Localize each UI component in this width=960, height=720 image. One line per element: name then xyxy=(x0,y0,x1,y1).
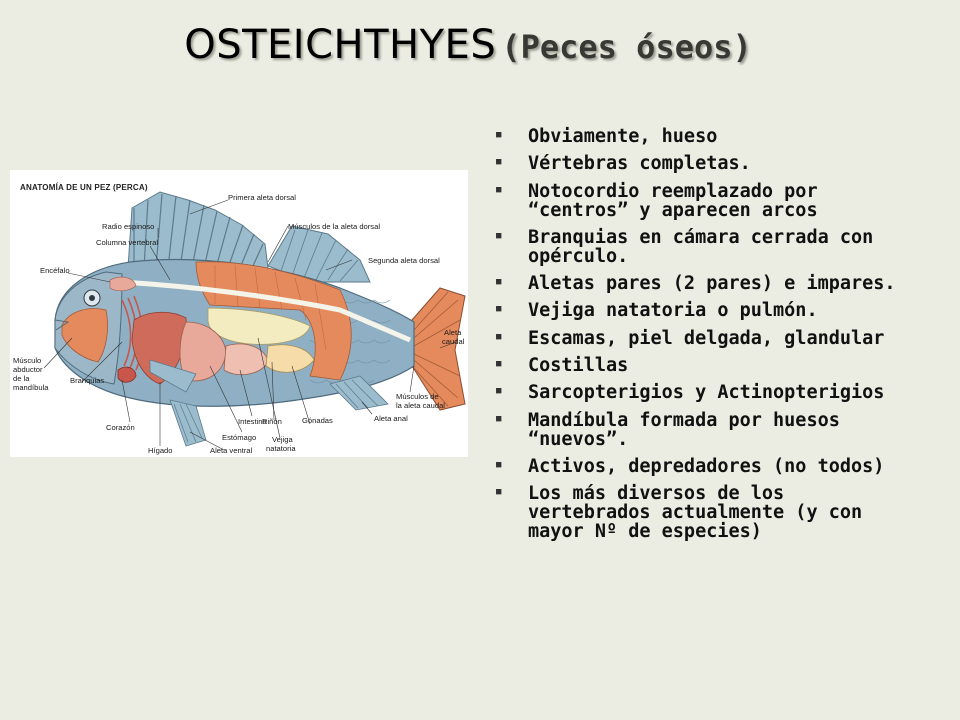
bullet-text-line: Sarcopterigios y Actinopterigios xyxy=(528,382,885,404)
bullet-text-line: “nuevos”. xyxy=(528,428,629,450)
bullet-square-icon: ■ xyxy=(496,413,502,424)
bullet-text-line: Mandíbula formada por huesos xyxy=(528,409,840,431)
bullet-item xyxy=(496,301,946,320)
label-intestino: Intestino xyxy=(238,417,267,426)
label-aleta-anal: Aleta anal xyxy=(374,414,408,423)
label-encefalo: Encéfalo xyxy=(40,266,70,275)
bullet-text-line: vertebrados actualmente (y con xyxy=(528,502,863,524)
label-branquias: Branquias xyxy=(70,376,105,385)
bullet-square-icon: ■ xyxy=(496,184,502,195)
bullet-list xyxy=(496,127,946,550)
title-subtitle: (Peces óseos) xyxy=(501,28,752,66)
bullet-square-icon: ■ xyxy=(496,331,502,342)
label-aleta-caudal-2: caudal xyxy=(442,337,465,346)
label-musculos-aleta-caudal-2: la aleta caudal xyxy=(396,401,445,410)
label-higado: Hígado xyxy=(148,446,173,455)
label-primera-aleta-dorsal: Primera aleta dorsal xyxy=(228,193,296,202)
bullet-text-line: “centros” y aparecen arcos xyxy=(528,199,818,221)
label-aleta-caudal-1: Aleta xyxy=(444,328,462,337)
label-segunda-aleta-dorsal: Segunda aleta dorsal xyxy=(368,256,440,265)
bullet-square-icon: ■ xyxy=(496,386,502,397)
bullet-item xyxy=(496,274,946,293)
label-musculo-abductor-3: de la xyxy=(13,374,30,383)
bullet-item xyxy=(496,154,946,173)
heart xyxy=(118,367,136,382)
bullet-item xyxy=(496,329,946,348)
bullet-item xyxy=(496,411,946,449)
bullet-square-icon: ■ xyxy=(496,487,502,498)
fish-anatomy-figure xyxy=(10,170,468,457)
bullet-text-line: opérculo. xyxy=(528,245,629,267)
bullet-item xyxy=(496,484,946,541)
title-main: OSTEICHTHYES xyxy=(184,22,497,68)
label-corazon: Corazón xyxy=(106,423,135,432)
bullet-text-line: Aletas pares (2 pares) e impares. xyxy=(528,273,896,295)
bullet-item xyxy=(496,127,946,146)
bullet-text-line: Branquias en cámara cerrada con xyxy=(528,226,874,248)
bullet-text-line: Notocordio reemplazado por xyxy=(528,180,818,202)
label-vejiga-1: Vejiga xyxy=(272,435,293,444)
label-columna-vertebral: Columna vertebral xyxy=(96,238,159,247)
bullet-text-line: Costillas xyxy=(528,355,629,377)
figure-heading: ANATOMÍA DE UN PEZ (PERCA) xyxy=(20,183,148,192)
bullet-square-icon: ■ xyxy=(496,130,502,140)
label-rinon: Riñón xyxy=(262,417,282,426)
bullet-square-icon: ■ xyxy=(496,359,502,370)
bullet-square-icon: ■ xyxy=(496,230,502,241)
bullet-square-icon: ■ xyxy=(496,157,502,168)
label-gonadas: Gónadas xyxy=(302,416,333,425)
label-estomago: Estómago xyxy=(222,433,257,442)
label-vejiga-2: natatoria xyxy=(266,444,296,453)
bullet-item xyxy=(496,457,946,476)
bullet-item xyxy=(496,182,946,220)
bullet-item xyxy=(496,356,946,375)
bullet-text-line: Los más diversos de los xyxy=(528,483,785,505)
bullet-square-icon: ■ xyxy=(496,459,502,470)
label-musculos-aleta-dorsal: Músculos de la aleta dorsal xyxy=(288,222,381,231)
bullet-square-icon: ■ xyxy=(496,277,502,288)
bullet-text-line: Activos, depredadores (no todos) xyxy=(528,455,885,477)
bullet-text-line: mayor Nº de especies) xyxy=(528,521,762,543)
bullet-item xyxy=(496,228,946,266)
bullet-text-line: Obviamente, hueso xyxy=(528,126,718,147)
bullet-text-line: Vértebras completas. xyxy=(528,153,751,175)
label-radio-espinoso: Radio espinoso xyxy=(102,222,155,231)
bullet-item xyxy=(496,383,946,402)
bullet-square-icon: ■ xyxy=(496,304,502,315)
bullet-text-line: Escamas, piel delgada, glandular xyxy=(528,327,885,349)
label-musculo-abductor-1: Músculo xyxy=(13,356,42,365)
label-aleta-ventral: Aleta ventral xyxy=(210,446,253,455)
label-musculos-aleta-caudal-1: Músculos de xyxy=(396,392,439,401)
label-musculo-abductor-4: mandíbula xyxy=(13,383,49,392)
slide-title xyxy=(0,22,936,68)
label-musculo-abductor-2: abductor xyxy=(13,365,43,374)
bullet-text-line: Vejiga natatoria o pulmón. xyxy=(528,300,818,322)
